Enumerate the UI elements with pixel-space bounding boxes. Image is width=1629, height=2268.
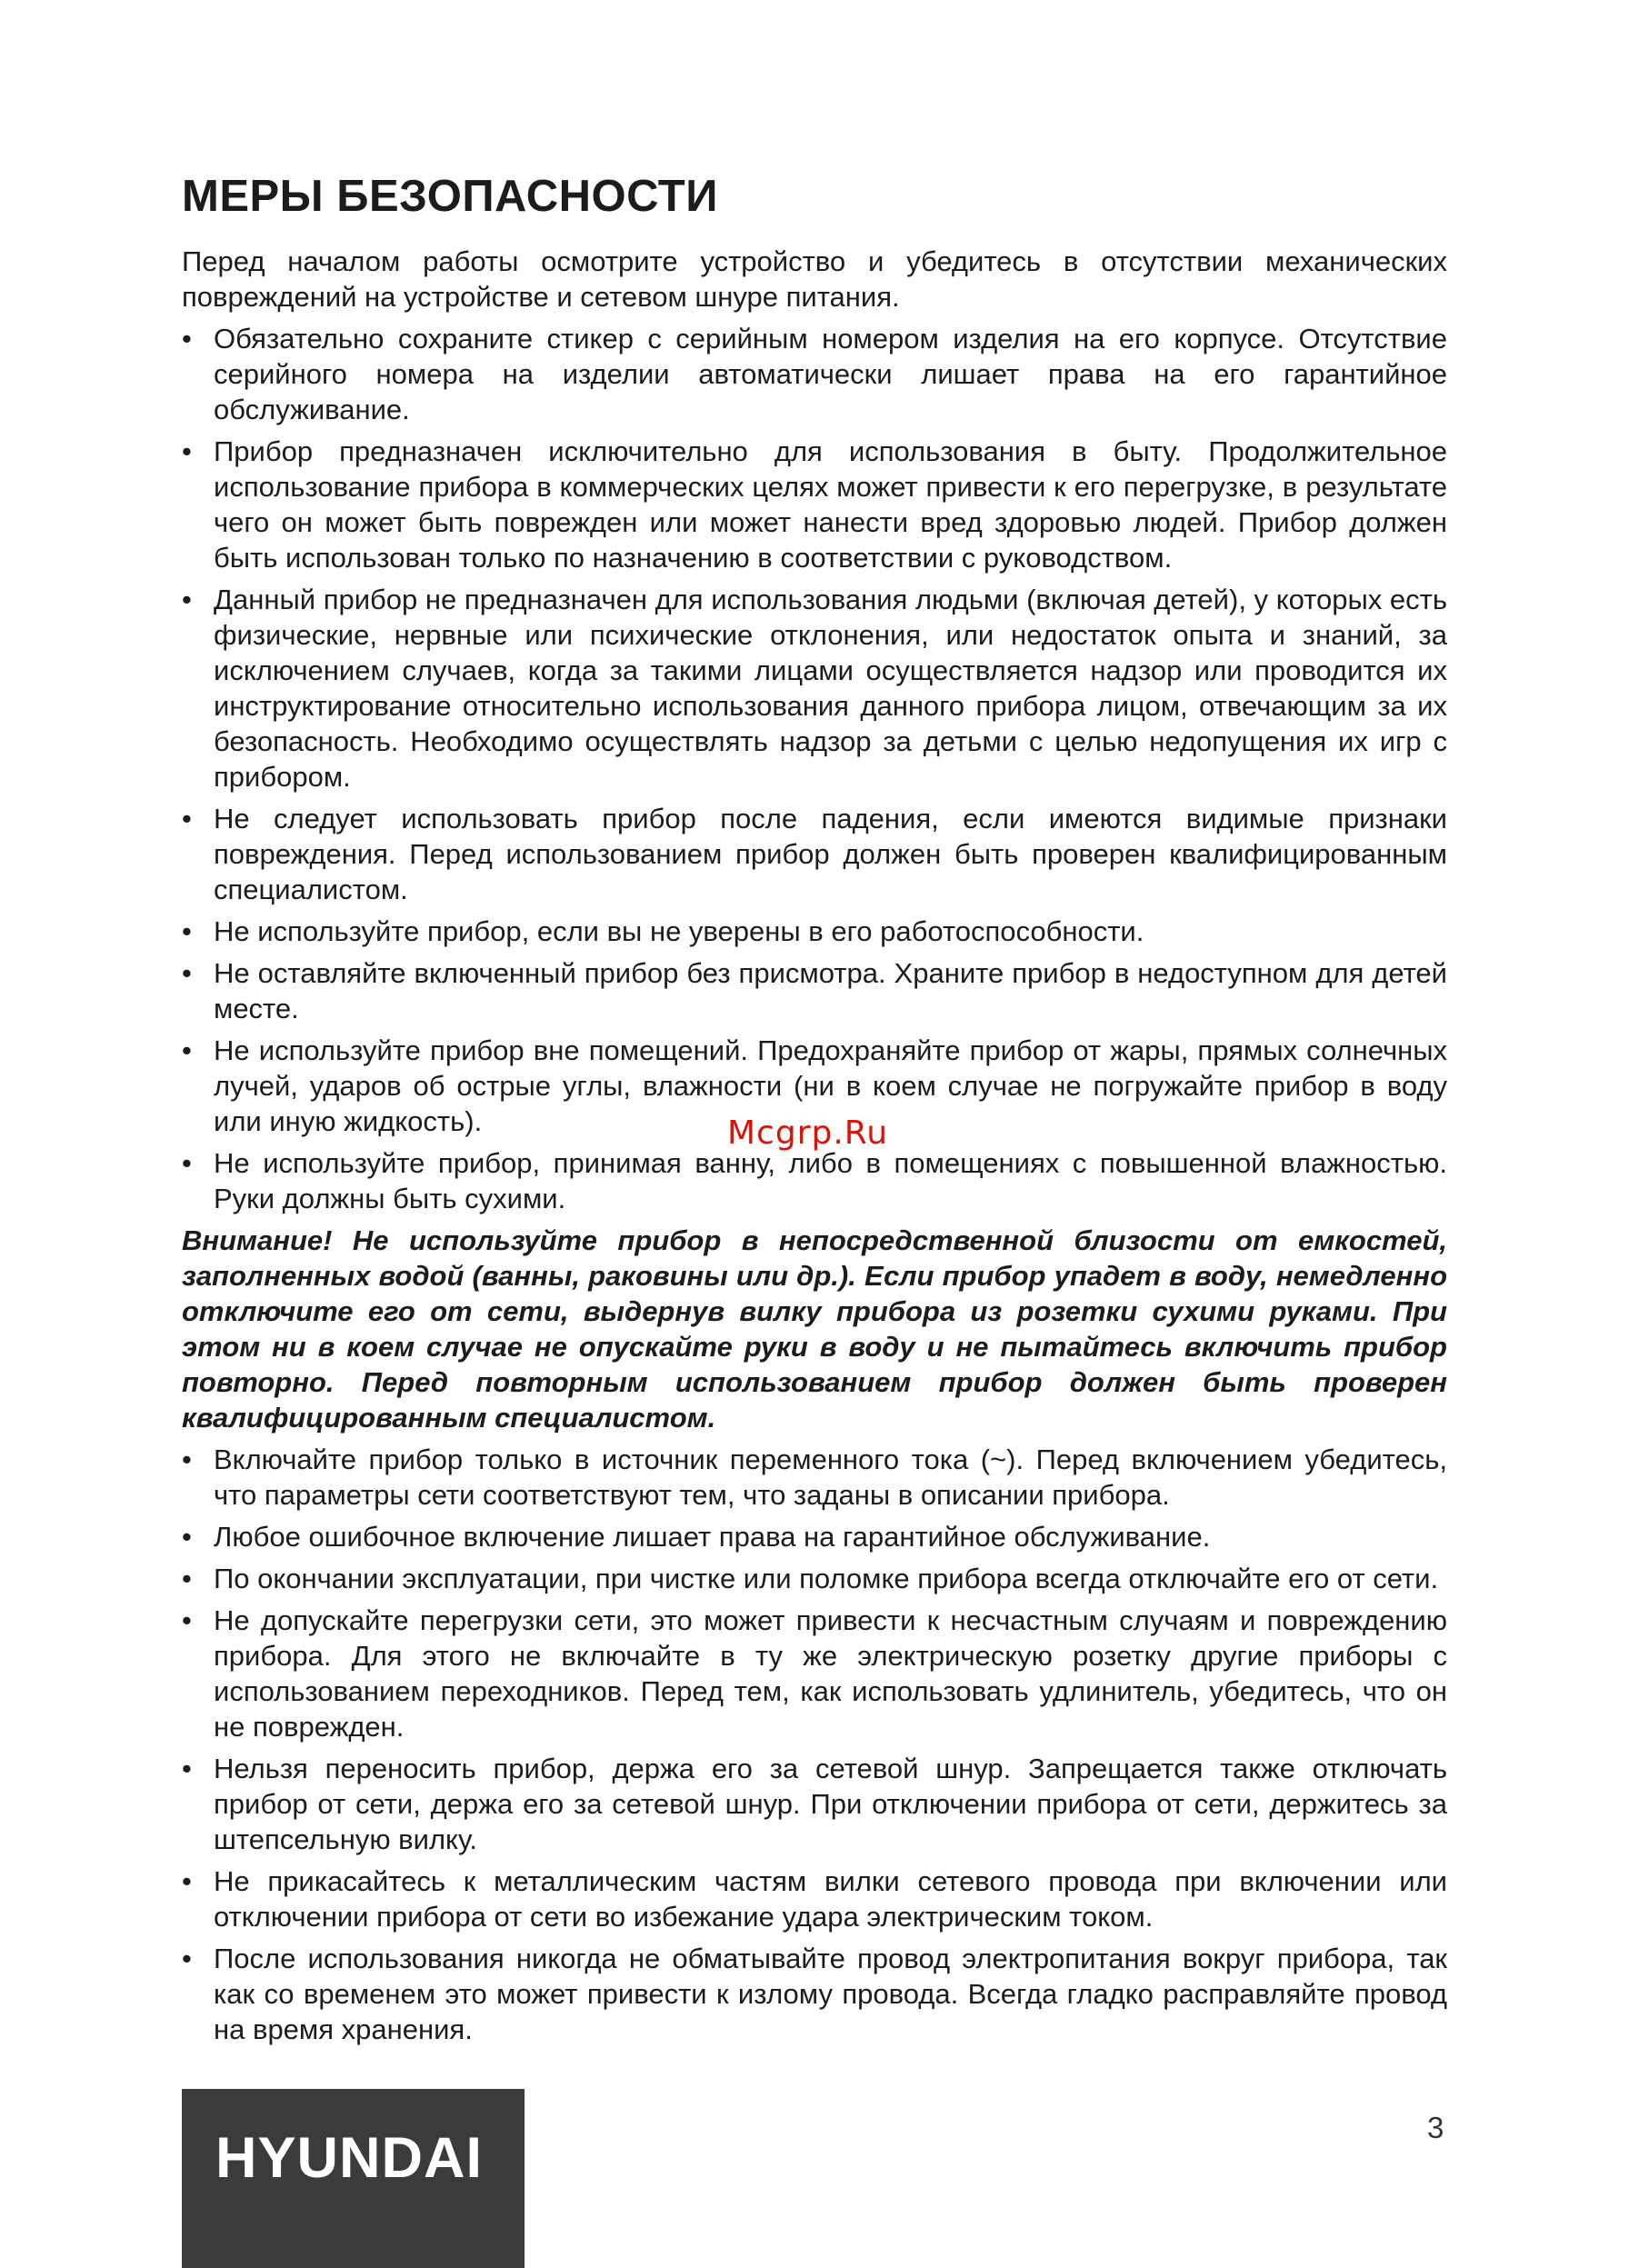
bullet-icon: • xyxy=(182,584,192,615)
rule-text: Не используйте прибор, если вы не уверены в его работоспособности. xyxy=(214,915,1144,947)
page-number: 3 xyxy=(1427,2111,1444,2144)
rule-text: Прибор предназначен исключительно для использования в быту. Продолжительное использование прибора в коммерческих целях может привести к его перегрузке, в результате чего он может быть поврежден или может нанести вред здоровью людей. Прибор должен быть использован только по назначению в соответствии с руководством. xyxy=(214,435,1447,574)
rule-text: Любое ошибочное включение лишает права на гарантийное обслуживание. xyxy=(214,1521,1211,1553)
rule-text: Нельзя переносить прибор, держа его за сетевой шнур. Запрещается также отключать прибор от сети, держа его за сетевой шнур. При отключении прибора от сети, держитесь за штепсельную вилку. xyxy=(214,1753,1447,1855)
rule-text: Не следует использовать прибор после падения, если имеются видимые признаки повреждения. Перед использованием прибор должен быть проверен квалифицированным специалистом. xyxy=(214,803,1447,905)
watermark: Mcgrp.Ru xyxy=(727,1114,889,1152)
bullet-icon: • xyxy=(182,915,192,947)
bullet-icon: • xyxy=(182,1444,192,1475)
bullet-icon: • xyxy=(182,1034,192,1066)
rule-text: Данный прибор не предназначен для использования людьми (включая детей), у которых есть физические, нервные или психические отклонения, или недостаток опыта и знаний, за исключением случаев, когда за такими лицами осуществляется надзор или проводится их инструктирование относительно использования данного прибора лицом, отвечающим за их безопасность. Необходимо осуществлять надзор за детьми с целью недопущения их игр с прибором. xyxy=(214,584,1447,793)
list-item xyxy=(182,801,1447,907)
rule-text: Не допускайте перегрузки сети, это может привести к несчастным случаям и повреждению прибора. Для этого не включайте в ту же электрическую розетку другие приборы с использованием переходников. Перед тем, как использовать удлинитель, убедитесь, что он не поврежден. xyxy=(214,1604,1447,1743)
bullet-icon: • xyxy=(182,435,192,467)
bullet-icon: • xyxy=(182,1753,192,1784)
brand-logo: HYUNDAI xyxy=(215,2126,484,2190)
list-item xyxy=(182,1561,1447,1596)
rule-text: Не используйте прибор вне помещений. Предохраняйте прибор от жары, прямых солнечных лучей, ударов об острые углы, влажности (ни в коем случае не погружайте прибор в воду или иную жидкость). xyxy=(214,1034,1447,1137)
bullet-icon: • xyxy=(182,803,192,834)
rule-text: Не прикасайтесь к металлическим частям вилки сетевого провода при включении или отключении прибора от сети во избежание удара электрическим током. xyxy=(214,1865,1447,1933)
bullet-icon: • xyxy=(182,1943,192,1974)
list-item xyxy=(182,1519,1447,1554)
rule-text: Обязательно сохраните стикер с серийным номером изделия на его корпусе. Отсутствие серийного номера на изделии автоматически лишает права на его гарантийное обслуживание. xyxy=(214,323,1447,425)
rule-text: Включайте прибор только в источник переменного тока (~). Перед включением убедитесь, что параметры сети соответствуют тем, что заданы в описании прибора. xyxy=(214,1444,1447,1511)
rule-text: После использования никогда не обматывайте провод электропитания вокруг прибора, так как со временем это может привести к излому провода. Всегда гладко расправляйте провод на время хранения. xyxy=(214,1943,1447,2045)
bullet-icon: • xyxy=(182,1147,192,1179)
list-item xyxy=(182,955,1447,1026)
bullet-icon: • xyxy=(182,1521,192,1553)
list-item xyxy=(182,321,1447,427)
rules-list-part1 xyxy=(182,321,1447,1216)
rules-list-part2 xyxy=(182,1442,1447,2047)
bullet-icon: • xyxy=(182,1563,192,1594)
list-item xyxy=(182,434,1447,575)
rule-text: Не оставляйте включенный прибор без присмотра. Храните прибор в недоступном для детей месте. xyxy=(214,957,1447,1024)
list-item xyxy=(182,1145,1447,1216)
list-item xyxy=(182,1442,1447,1513)
list-item xyxy=(182,914,1447,949)
list-item xyxy=(182,1941,1447,2047)
warning-paragraph: Внимание! Не используйте прибор в непосредственной близости от емкостей, заполненных водой (ванны, раковины или др.). Если прибор упадет в воду, немедленно отключите его от сети, выдернув вилку прибора из розетки сухими руками. При этом ни в коем случае не опускайте руки в воду и не пытайтесь включить прибор повторно. Перед повторным использованием прибор должен быть проверен квалифицированным специалистом. xyxy=(182,1224,1447,1434)
list-item xyxy=(182,1603,1447,1744)
list-item xyxy=(182,582,1447,794)
rule-text: По окончании эксплуатации, при чистке или поломке прибора всегда отключайте его от сети. xyxy=(214,1563,1439,1594)
list-item xyxy=(182,1751,1447,1857)
bullet-icon: • xyxy=(182,1604,192,1636)
list-item xyxy=(182,1863,1447,1934)
bullet-icon: • xyxy=(182,957,192,989)
page-title: МЕРЫ БЕЗОПАСНОСТИ xyxy=(182,172,718,221)
intro-paragraph: Перед началом работы осмотрите устройство и убедитесь в отсутствии механических повреждений на устройстве и сетевом шнуре питания. xyxy=(182,245,1447,313)
bullet-icon: • xyxy=(182,323,192,355)
rule-text: Не используйте прибор, принимая ванну, либо в помещениях с повышенной влажностью. Руки должны быть сухими. xyxy=(214,1147,1447,1214)
brand-logo-box xyxy=(182,2089,525,2268)
bullet-icon: • xyxy=(182,1865,192,1897)
